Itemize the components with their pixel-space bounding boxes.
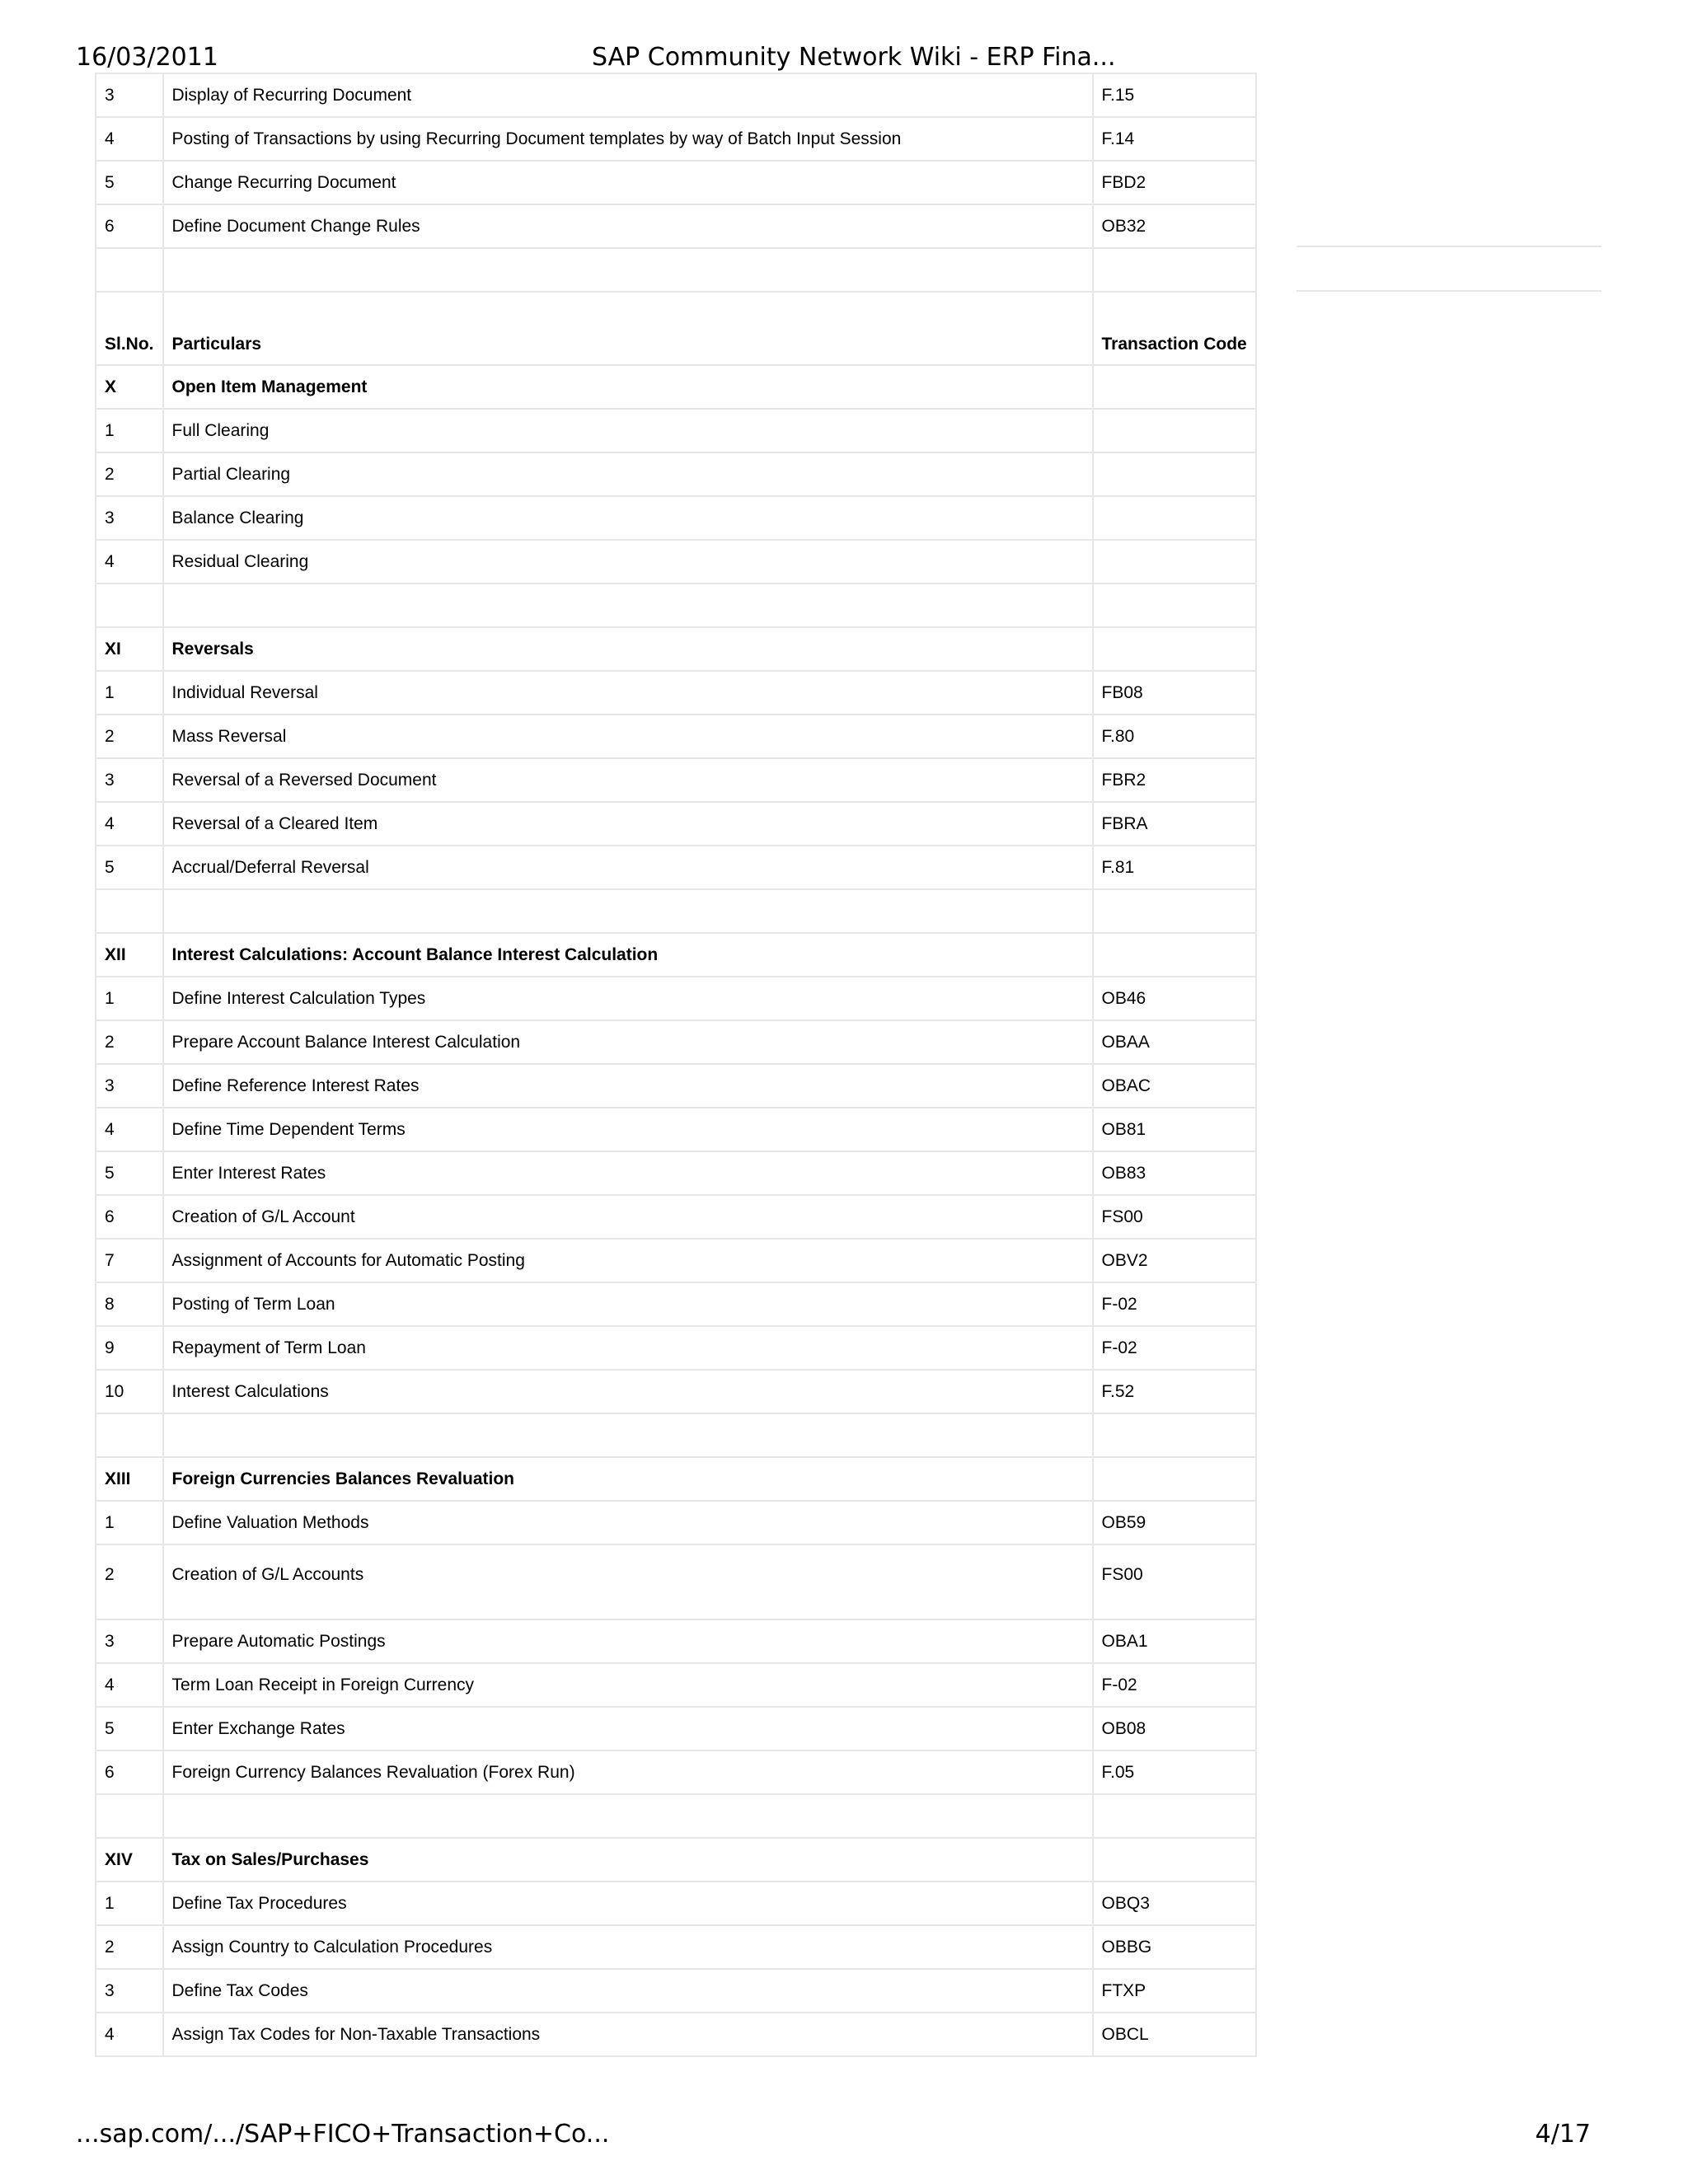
cell-transaction-code: F-02	[1093, 1282, 1256, 1326]
table-row	[96, 1501, 1256, 1544]
cell-transaction-code	[1093, 1794, 1256, 1838]
cell-particulars: Interest Calculations: Account Balance Interest Calculation	[163, 933, 1093, 977]
table-row	[96, 802, 1256, 846]
cell-serial-number: 2	[96, 452, 163, 496]
spacer-row	[96, 248, 1256, 292]
cell-particulars: Full Clearing	[163, 409, 1093, 452]
table-row	[96, 1882, 1256, 1925]
table-row	[96, 671, 1256, 715]
cell-particulars: Foreign Currencies Balances Revaluation	[163, 1457, 1093, 1501]
cell-transaction-code	[1093, 1457, 1256, 1501]
cell-particulars: Change Recurring Document	[163, 161, 1093, 204]
cell-serial-number: XI	[96, 627, 163, 671]
table-row	[96, 1282, 1256, 1326]
cell-transaction-code	[1093, 1413, 1256, 1457]
cell-transaction-code: F.15	[1093, 73, 1256, 117]
cell-serial-number: 4	[96, 540, 163, 583]
cell-particulars: Accrual/Deferral Reversal	[163, 846, 1093, 889]
cell-particulars: Assign Country to Calculation Procedures	[163, 1925, 1093, 1969]
cell-transaction-code: OB59	[1093, 1501, 1256, 1544]
cell-particulars	[163, 248, 1093, 292]
table-row	[96, 1925, 1256, 1969]
cell-transaction-code	[1093, 496, 1256, 540]
cell-particulars: Define Tax Procedures	[163, 1882, 1093, 1925]
section-row	[96, 365, 1256, 409]
cell-serial-number	[96, 583, 163, 627]
cell-transaction-code: Transaction Code	[1093, 292, 1256, 365]
cell-particulars: Reversal of a Cleared Item	[163, 802, 1093, 846]
section-row	[96, 627, 1256, 671]
table-row	[96, 1020, 1256, 1064]
spacer-row	[96, 583, 1256, 627]
cell-serial-number	[96, 889, 163, 933]
cell-serial-number: Sl.No.	[96, 292, 163, 365]
cell-transaction-code: OBV2	[1093, 1239, 1256, 1282]
cell-serial-number: 4	[96, 117, 163, 161]
table-row	[96, 1969, 1256, 2013]
cell-particulars: Assignment of Accounts for Automatic Posting	[163, 1239, 1093, 1282]
cell-transaction-code	[1093, 1838, 1256, 1882]
cell-particulars: Reversal of a Reversed Document	[163, 758, 1093, 802]
cell-serial-number: 7	[96, 1239, 163, 1282]
cell-particulars: Mass Reversal	[163, 715, 1093, 758]
cell-serial-number: 3	[96, 73, 163, 117]
cell-particulars: Reversals	[163, 627, 1093, 671]
cell-serial-number: 6	[96, 1195, 163, 1239]
table-header-row	[96, 292, 1256, 365]
cell-serial-number: 1	[96, 977, 163, 1020]
cell-serial-number: 6	[96, 204, 163, 248]
cell-particulars: Define Reference Interest Rates	[163, 1064, 1093, 1108]
cell-particulars	[163, 1794, 1093, 1838]
cell-transaction-code: FBR2	[1093, 758, 1256, 802]
cell-serial-number	[96, 1413, 163, 1457]
cell-serial-number: 9	[96, 1326, 163, 1370]
table-row	[96, 977, 1256, 1020]
cell-particulars: Define Valuation Methods	[163, 1501, 1093, 1544]
footer-page-number: 4/17	[1535, 2120, 1591, 2149]
cell-particulars: Posting of Transactions by using Recurring Document templates by way of Batch Input Session	[163, 117, 1093, 161]
cell-transaction-code: OBBG	[1093, 1925, 1256, 1969]
header-date: 16/03/2011	[76, 43, 218, 72]
cell-particulars: Assign Tax Codes for Non-Taxable Transactions	[163, 2013, 1093, 2056]
table-row	[96, 1544, 1256, 1619]
table-row	[96, 452, 1256, 496]
cell-transaction-code: OBAA	[1093, 1020, 1256, 1064]
cell-serial-number: 3	[96, 1969, 163, 2013]
cell-particulars: Prepare Account Balance Interest Calculation	[163, 1020, 1093, 1064]
table-row	[96, 73, 1256, 117]
table-row	[96, 1151, 1256, 1195]
cell-transaction-code: F-02	[1093, 1663, 1256, 1707]
cell-particulars: Enter Interest Rates	[163, 1151, 1093, 1195]
section-row	[96, 1457, 1256, 1501]
cell-particulars: Tax on Sales/Purchases	[163, 1838, 1093, 1882]
cell-particulars: Creation of G/L Accounts	[163, 1544, 1093, 1619]
cell-transaction-code: F.14	[1093, 117, 1256, 161]
cell-serial-number: X	[96, 365, 163, 409]
cell-serial-number: 3	[96, 1619, 163, 1663]
cell-transaction-code: F.81	[1093, 846, 1256, 889]
spacer-row	[96, 1794, 1256, 1838]
cell-particulars: Posting of Term Loan	[163, 1282, 1093, 1326]
cell-serial-number: 3	[96, 496, 163, 540]
cell-serial-number: 4	[96, 1108, 163, 1151]
table-row	[96, 117, 1256, 161]
cell-particulars: Residual Clearing	[163, 540, 1093, 583]
cell-particulars	[163, 583, 1093, 627]
cell-transaction-code: F.80	[1093, 715, 1256, 758]
table-row	[96, 1370, 1256, 1413]
cell-transaction-code: FTXP	[1093, 1969, 1256, 2013]
cell-transaction-code: F.05	[1093, 1750, 1256, 1794]
cell-transaction-code	[1093, 540, 1256, 583]
cell-serial-number: 1	[96, 1501, 163, 1544]
table-row	[96, 1064, 1256, 1108]
table-row	[96, 409, 1256, 452]
cell-particulars: Foreign Currency Balances Revaluation (Forex Run)	[163, 1750, 1093, 1794]
table-row	[96, 715, 1256, 758]
cell-particulars: Interest Calculations	[163, 1370, 1093, 1413]
cell-serial-number: 8	[96, 1282, 163, 1326]
cell-transaction-code	[1093, 409, 1256, 452]
cell-particulars: Individual Reversal	[163, 671, 1093, 715]
cell-serial-number: 1	[96, 671, 163, 715]
cell-serial-number	[96, 248, 163, 292]
cell-serial-number	[96, 1794, 163, 1838]
cell-particulars: Term Loan Receipt in Foreign Currency	[163, 1663, 1093, 1707]
transaction-code-table	[95, 73, 1257, 2057]
cell-transaction-code: FBD2	[1093, 161, 1256, 204]
cell-particulars: Prepare Automatic Postings	[163, 1619, 1093, 1663]
table-row	[96, 1663, 1256, 1707]
cell-particulars: Repayment of Term Loan	[163, 1326, 1093, 1370]
cell-serial-number: 4	[96, 1663, 163, 1707]
cell-particulars: Define Time Dependent Terms	[163, 1108, 1093, 1151]
cell-serial-number: 5	[96, 1707, 163, 1750]
cell-transaction-code	[1093, 248, 1256, 292]
cell-particulars: Creation of G/L Account	[163, 1195, 1093, 1239]
cell-transaction-code: FBRA	[1093, 802, 1256, 846]
cell-serial-number: 5	[96, 161, 163, 204]
table-row	[96, 1707, 1256, 1750]
table-row	[96, 204, 1256, 248]
table-row	[96, 1750, 1256, 1794]
table-row	[96, 1239, 1256, 1282]
footer-url: ...sap.com/.../SAP+FICO+Transaction+Co...	[76, 2120, 610, 2149]
cell-serial-number: 1	[96, 1882, 163, 1925]
cell-transaction-code: OB83	[1093, 1151, 1256, 1195]
cell-particulars: Open Item Management	[163, 365, 1093, 409]
cell-particulars: Balance Clearing	[163, 496, 1093, 540]
cell-particulars: Define Document Change Rules	[163, 204, 1093, 248]
cell-serial-number: 5	[96, 846, 163, 889]
table-row	[96, 1326, 1256, 1370]
cell-transaction-code: F-02	[1093, 1326, 1256, 1370]
cell-transaction-code: OB08	[1093, 1707, 1256, 1750]
spacer-row	[96, 889, 1256, 933]
table-row	[96, 540, 1256, 583]
cell-transaction-code: OBCL	[1093, 2013, 1256, 2056]
header-title: SAP Community Network Wiki - ERP Fina...	[592, 43, 1116, 72]
cell-transaction-code	[1093, 583, 1256, 627]
table-row	[96, 161, 1256, 204]
cell-particulars	[163, 889, 1093, 933]
cell-transaction-code	[1093, 452, 1256, 496]
cell-transaction-code	[1093, 365, 1256, 409]
cell-particulars: Define Interest Calculation Types	[163, 977, 1093, 1020]
cell-serial-number: XII	[96, 933, 163, 977]
cell-serial-number: 5	[96, 1151, 163, 1195]
table-row	[96, 1195, 1256, 1239]
cell-particulars: Partial Clearing	[163, 452, 1093, 496]
cell-transaction-code: OBA1	[1093, 1619, 1256, 1663]
table-row	[96, 1619, 1256, 1663]
table-extra-rule	[1296, 290, 1601, 292]
cell-serial-number: 4	[96, 2013, 163, 2056]
cell-transaction-code: OBAC	[1093, 1064, 1256, 1108]
cell-transaction-code: OBQ3	[1093, 1882, 1256, 1925]
cell-transaction-code: F.52	[1093, 1370, 1256, 1413]
table-row	[96, 496, 1256, 540]
cell-serial-number: 3	[96, 758, 163, 802]
cell-particulars: Particulars	[163, 292, 1093, 365]
cell-transaction-code	[1093, 627, 1256, 671]
cell-serial-number: 2	[96, 1544, 163, 1619]
spacer-row	[96, 1413, 1256, 1457]
cell-serial-number: 4	[96, 802, 163, 846]
cell-serial-number: 2	[96, 1020, 163, 1064]
table-row	[96, 846, 1256, 889]
table-row	[96, 1108, 1256, 1151]
table-row	[96, 758, 1256, 802]
cell-transaction-code: FS00	[1093, 1544, 1256, 1619]
section-row	[96, 1838, 1256, 1882]
cell-serial-number: 10	[96, 1370, 163, 1413]
cell-transaction-code: FS00	[1093, 1195, 1256, 1239]
table-row	[96, 2013, 1256, 2056]
cell-serial-number: 2	[96, 715, 163, 758]
table-extra-rule	[1296, 246, 1601, 247]
cell-serial-number: XIV	[96, 1838, 163, 1882]
cell-particulars	[163, 1413, 1093, 1457]
cell-serial-number: 3	[96, 1064, 163, 1108]
cell-transaction-code: OB32	[1093, 204, 1256, 248]
cell-particulars: Display of Recurring Document	[163, 73, 1093, 117]
cell-transaction-code: FB08	[1093, 671, 1256, 715]
cell-transaction-code: OB46	[1093, 977, 1256, 1020]
cell-transaction-code: OB81	[1093, 1108, 1256, 1151]
cell-particulars: Define Tax Codes	[163, 1969, 1093, 2013]
section-row	[96, 933, 1256, 977]
cell-serial-number: XIII	[96, 1457, 163, 1501]
cell-transaction-code	[1093, 889, 1256, 933]
cell-particulars: Enter Exchange Rates	[163, 1707, 1093, 1750]
cell-serial-number: 1	[96, 409, 163, 452]
cell-serial-number: 2	[96, 1925, 163, 1969]
cell-transaction-code	[1093, 933, 1256, 977]
cell-serial-number: 6	[96, 1750, 163, 1794]
